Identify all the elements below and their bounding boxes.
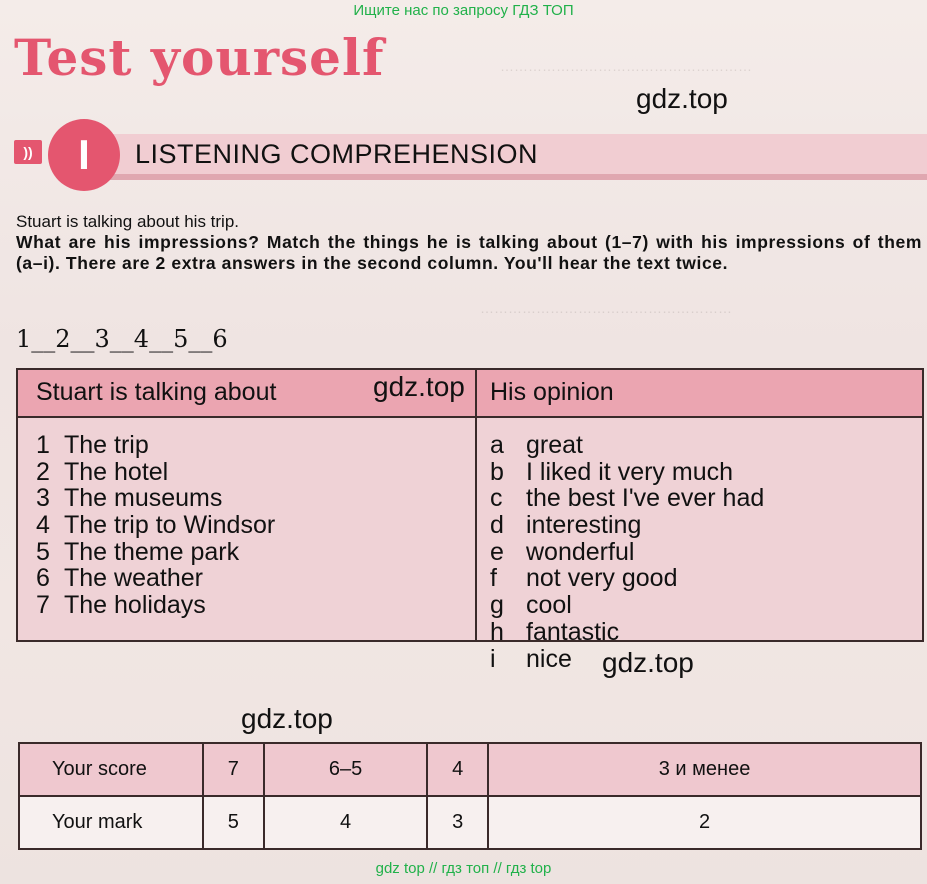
item-letter: a: [490, 431, 504, 459]
item-letter: d: [490, 511, 504, 540]
item-text: wonderful: [526, 537, 635, 566]
item-text: The weather: [64, 564, 203, 593]
footer-links[interactable]: gdz top // гдз топ // гдз top: [375, 860, 552, 877]
opinions-list: [490, 432, 764, 672]
list-item: [36, 592, 275, 619]
list-item: [36, 485, 275, 512]
item-number: 7: [36, 591, 50, 620]
opinions-column-header: His opinion: [490, 378, 614, 406]
table-cell: 3: [427, 796, 488, 849]
list-item: [490, 565, 764, 592]
section-title: LISTENING COMPREHENSION: [135, 139, 539, 169]
item-letter: c: [490, 484, 503, 513]
list-item: [490, 512, 764, 539]
list-item: [36, 512, 275, 539]
item-text: interesting: [526, 511, 642, 540]
item-text: The trip to Windsor: [64, 511, 276, 540]
table-cell: 2: [488, 796, 921, 849]
watermark: gdz.top: [636, 83, 728, 114]
item-number: 6: [36, 564, 50, 593]
item-letter: h: [490, 617, 504, 646]
item-text: The theme park: [64, 537, 240, 566]
watermark: gdz.top: [241, 703, 333, 734]
score-table: [18, 742, 922, 850]
list-item: [36, 459, 275, 486]
bleed-through-text: ………………………………………………: [480, 300, 732, 316]
item-number: 5: [36, 537, 50, 566]
list-item: [36, 432, 275, 459]
list-item: [490, 459, 764, 486]
table-cell: 4: [264, 796, 428, 849]
table-cell: 3 и менее: [488, 743, 921, 796]
answer-line: 1__2__3__4__5__6: [16, 325, 228, 353]
item-text: not very good: [526, 564, 678, 593]
table-cell: 6–5: [264, 743, 428, 796]
item-number: 4: [36, 511, 50, 540]
table-cell: 4: [427, 743, 488, 796]
section-number: I: [48, 119, 120, 191]
bleed-through-text: ………………………………………………: [500, 58, 752, 74]
item-text: The hotel: [64, 457, 169, 486]
watermark: gdz.top: [602, 647, 694, 678]
item-number: 3: [36, 484, 50, 513]
item-number: 2: [36, 457, 50, 486]
things-column-header: Stuart is talking about: [36, 378, 277, 406]
item-text: cool: [526, 591, 572, 620]
item-text: the best I've ever had: [526, 484, 765, 513]
list-item: [490, 539, 764, 566]
item-text: The holidays: [64, 591, 206, 620]
table-row: [19, 796, 921, 849]
item-text: The trip: [64, 431, 149, 459]
item-letter: g: [490, 591, 504, 620]
item-letter: i: [490, 644, 496, 673]
table-cell: 7: [203, 743, 264, 796]
list-item: [36, 539, 275, 566]
score-row-label: Your score: [19, 743, 203, 796]
task-instructions: What are his impressions? Match the things he is talking about (1–7) with his impressions of them (a–i). There are 2 extra answers in the second column. You'll hear the text twice.: [16, 232, 922, 273]
table-cell: 5: [203, 796, 264, 849]
task-intro: Stuart is talking about his trip.: [16, 212, 240, 231]
audio-icon: )): [14, 140, 42, 164]
item-letter: f: [490, 564, 497, 593]
list-item: [36, 565, 275, 592]
item-text: The museums: [64, 484, 223, 513]
things-list: [36, 432, 275, 619]
item-letter: b: [490, 457, 504, 486]
item-text: fantastic: [526, 617, 620, 646]
list-item: [490, 619, 764, 646]
item-text: nice: [526, 644, 572, 673]
watermark: gdz.top: [373, 371, 465, 402]
item-text: I liked it very much: [526, 457, 734, 486]
mark-row-label: Your mark: [19, 796, 203, 849]
item-letter: e: [490, 537, 504, 566]
list-item: [490, 432, 764, 459]
column-divider: [475, 370, 477, 640]
list-item: [490, 592, 764, 619]
list-item: [490, 485, 764, 512]
search-hint-link[interactable]: Ищите нас по запросу ГДЗ ТОП: [353, 2, 574, 19]
item-number: 1: [36, 431, 50, 459]
table-row: [19, 743, 921, 796]
page-title: Test yourself: [14, 28, 385, 87]
item-text: great: [526, 431, 583, 459]
